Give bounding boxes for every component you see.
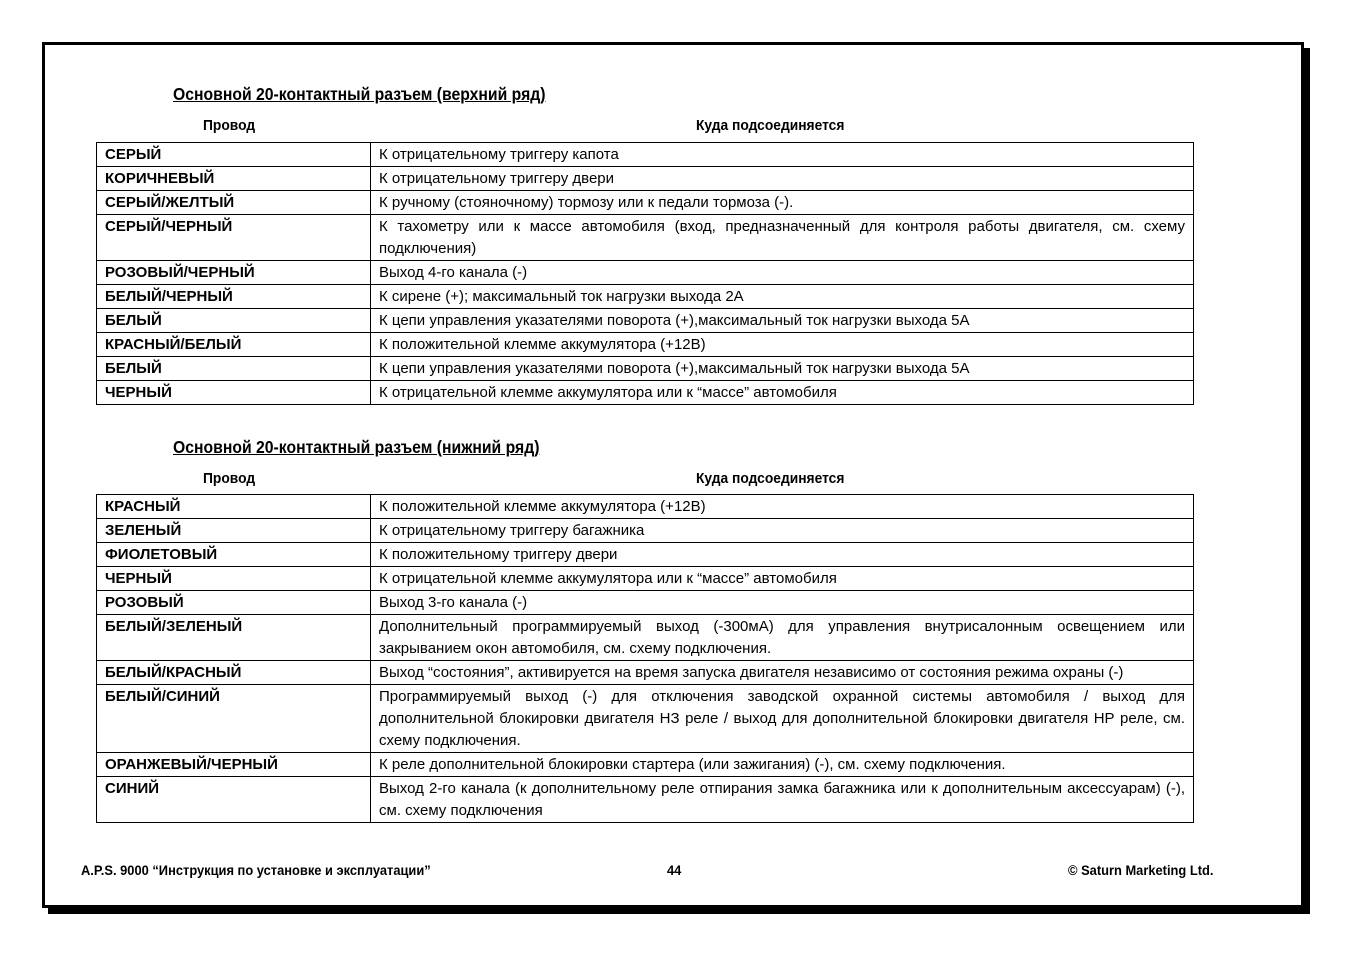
connection-destination-cell: К тахометру или к массе автомобиля (вход, предназначенный для контроля работы двигателя, см. схему подключения) xyxy=(371,215,1194,261)
wire-color-cell: РОЗОВЫЙ/ЧЕРНЫЙ xyxy=(97,261,371,285)
wire-color-cell: БЕЛЫЙ/СИНИЙ xyxy=(97,685,371,753)
footer-copyright: © Saturn Marketing Ltd. xyxy=(1068,862,1214,878)
connection-destination-cell: К отрицательной клемме аккумулятора или к “массе” автомобиля xyxy=(371,381,1194,405)
wire-color-cell: БЕЛЫЙ/КРАСНЫЙ xyxy=(97,661,371,685)
wire-color-cell: СЕРЫЙ/ЧЕРНЫЙ xyxy=(97,215,371,261)
connection-destination-cell: К цепи управления указателями поворота (+),максимальный ток нагрузки выхода 5А xyxy=(371,357,1194,381)
wire-color-cell: ЧЕРНЫЙ xyxy=(97,567,371,591)
connection-destination-cell: К положительному триггеру двери xyxy=(371,543,1194,567)
wire-color-cell: КРАСНЫЙ/БЕЛЫЙ xyxy=(97,333,371,357)
wire-color-cell: БЕЛЫЙ xyxy=(97,357,371,381)
connection-destination-cell: Выход 3-го канала (-) xyxy=(371,591,1194,615)
table-row xyxy=(97,191,1194,215)
connection-destination-cell: К отрицательному триггеру двери xyxy=(371,167,1194,191)
connection-destination-cell: К положительной клемме аккумулятора (+12В) xyxy=(371,333,1194,357)
connection-destination-cell: К положительной клемме аккумулятора (+12В) xyxy=(371,495,1194,519)
table-row xyxy=(97,591,1194,615)
connection-destination-cell: К отрицательной клемме аккумулятора или к “массе” автомобиля xyxy=(371,567,1194,591)
wire-color-cell: БЕЛЫЙ/ЧЕРНЫЙ xyxy=(97,285,371,309)
table-row xyxy=(97,285,1194,309)
table-row xyxy=(97,567,1194,591)
connection-destination-cell: Программируемый выход (-) для отключения заводской охранной системы автомобиля / выход для дополнительной блокировки двигателя НЗ реле / выход для дополнительной блокировки двигателя НР реле, см. схему подключения. xyxy=(371,685,1194,753)
wire-color-cell: ОРАНЖЕВЫЙ/ЧЕРНЫЙ xyxy=(97,753,371,777)
column-header-wire: Провод xyxy=(203,470,256,487)
wire-table-lower-row xyxy=(96,494,1194,823)
connection-destination-cell: К отрицательному триггеру капота xyxy=(371,143,1194,167)
wire-color-cell: РОЗОВЫЙ xyxy=(97,591,371,615)
wire-color-cell: КОРИЧНЕВЫЙ xyxy=(97,167,371,191)
column-header-wire: Провод xyxy=(203,117,256,134)
footer-page-number: 44 xyxy=(667,862,682,878)
table-row xyxy=(97,661,1194,685)
table-row xyxy=(97,543,1194,567)
wire-color-cell: ЧЕРНЫЙ xyxy=(97,381,371,405)
connection-destination-cell: Выход 2-го канала (к дополнительному реле отпирания замка багажника или к дополнительным аксессуарам) (-), см. схему подключения xyxy=(371,777,1194,823)
table-row xyxy=(97,167,1194,191)
column-header-destination: Куда подсоединяется xyxy=(696,470,845,487)
table-row xyxy=(97,261,1194,285)
table-row xyxy=(97,685,1194,753)
connection-destination-cell: К цепи управления указателями поворота (+),максимальный ток нагрузки выхода 5А xyxy=(371,309,1194,333)
table-row xyxy=(97,615,1194,661)
table-row xyxy=(97,777,1194,823)
wire-table-upper-row xyxy=(96,142,1194,405)
section-title-lower-row: Основной 20-контактный разъем (нижний ряд) xyxy=(173,437,540,457)
section-title-upper-row: Основной 20-контактный разъем (верхний ряд) xyxy=(173,84,546,104)
connection-destination-cell: К сирене (+); максимальный ток нагрузки выхода 2А xyxy=(371,285,1194,309)
connection-destination-cell: Выход “состояния”, активируется на время запуска двигателя независимо от состояния режима охраны (-) xyxy=(371,661,1194,685)
footer-document-title: A.P.S. 9000 “Инструкция по установке и эксплуатации” xyxy=(81,862,431,878)
wire-color-cell: БЕЛЫЙ/ЗЕЛЕНЫЙ xyxy=(97,615,371,661)
wire-color-cell: БЕЛЫЙ xyxy=(97,309,371,333)
column-header-destination: Куда подсоединяется xyxy=(696,117,845,134)
wire-color-cell: СИНИЙ xyxy=(97,777,371,823)
wire-color-cell: ЗЕЛЕНЫЙ xyxy=(97,519,371,543)
wire-color-cell: СЕРЫЙ xyxy=(97,143,371,167)
connection-destination-cell: Выход 4-го канала (-) xyxy=(371,261,1194,285)
wire-color-cell: КРАСНЫЙ xyxy=(97,495,371,519)
table-row xyxy=(97,309,1194,333)
connection-destination-cell: К отрицательному триггеру багажника xyxy=(371,519,1194,543)
table-row xyxy=(97,495,1194,519)
table-row xyxy=(97,357,1194,381)
table-row xyxy=(97,143,1194,167)
connection-destination-cell: К ручному (стояночному) тормозу или к педали тормоза (-). xyxy=(371,191,1194,215)
wire-color-cell: СЕРЫЙ/ЖЕЛТЫЙ xyxy=(97,191,371,215)
table-row xyxy=(97,333,1194,357)
table-row xyxy=(97,519,1194,543)
table-row xyxy=(97,381,1194,405)
wire-color-cell: ФИОЛЕТОВЫЙ xyxy=(97,543,371,567)
connection-destination-cell: К реле дополнительной блокировки стартера (или зажигания) (-), см. схему подключения. xyxy=(371,753,1194,777)
connection-destination-cell: Дополнительный программируемый выход (-300мА) для управления внутрисалонным освещением или закрыванием окон автомобиля, см. схему подключения. xyxy=(371,615,1194,661)
table-row xyxy=(97,753,1194,777)
table-row xyxy=(97,215,1194,261)
